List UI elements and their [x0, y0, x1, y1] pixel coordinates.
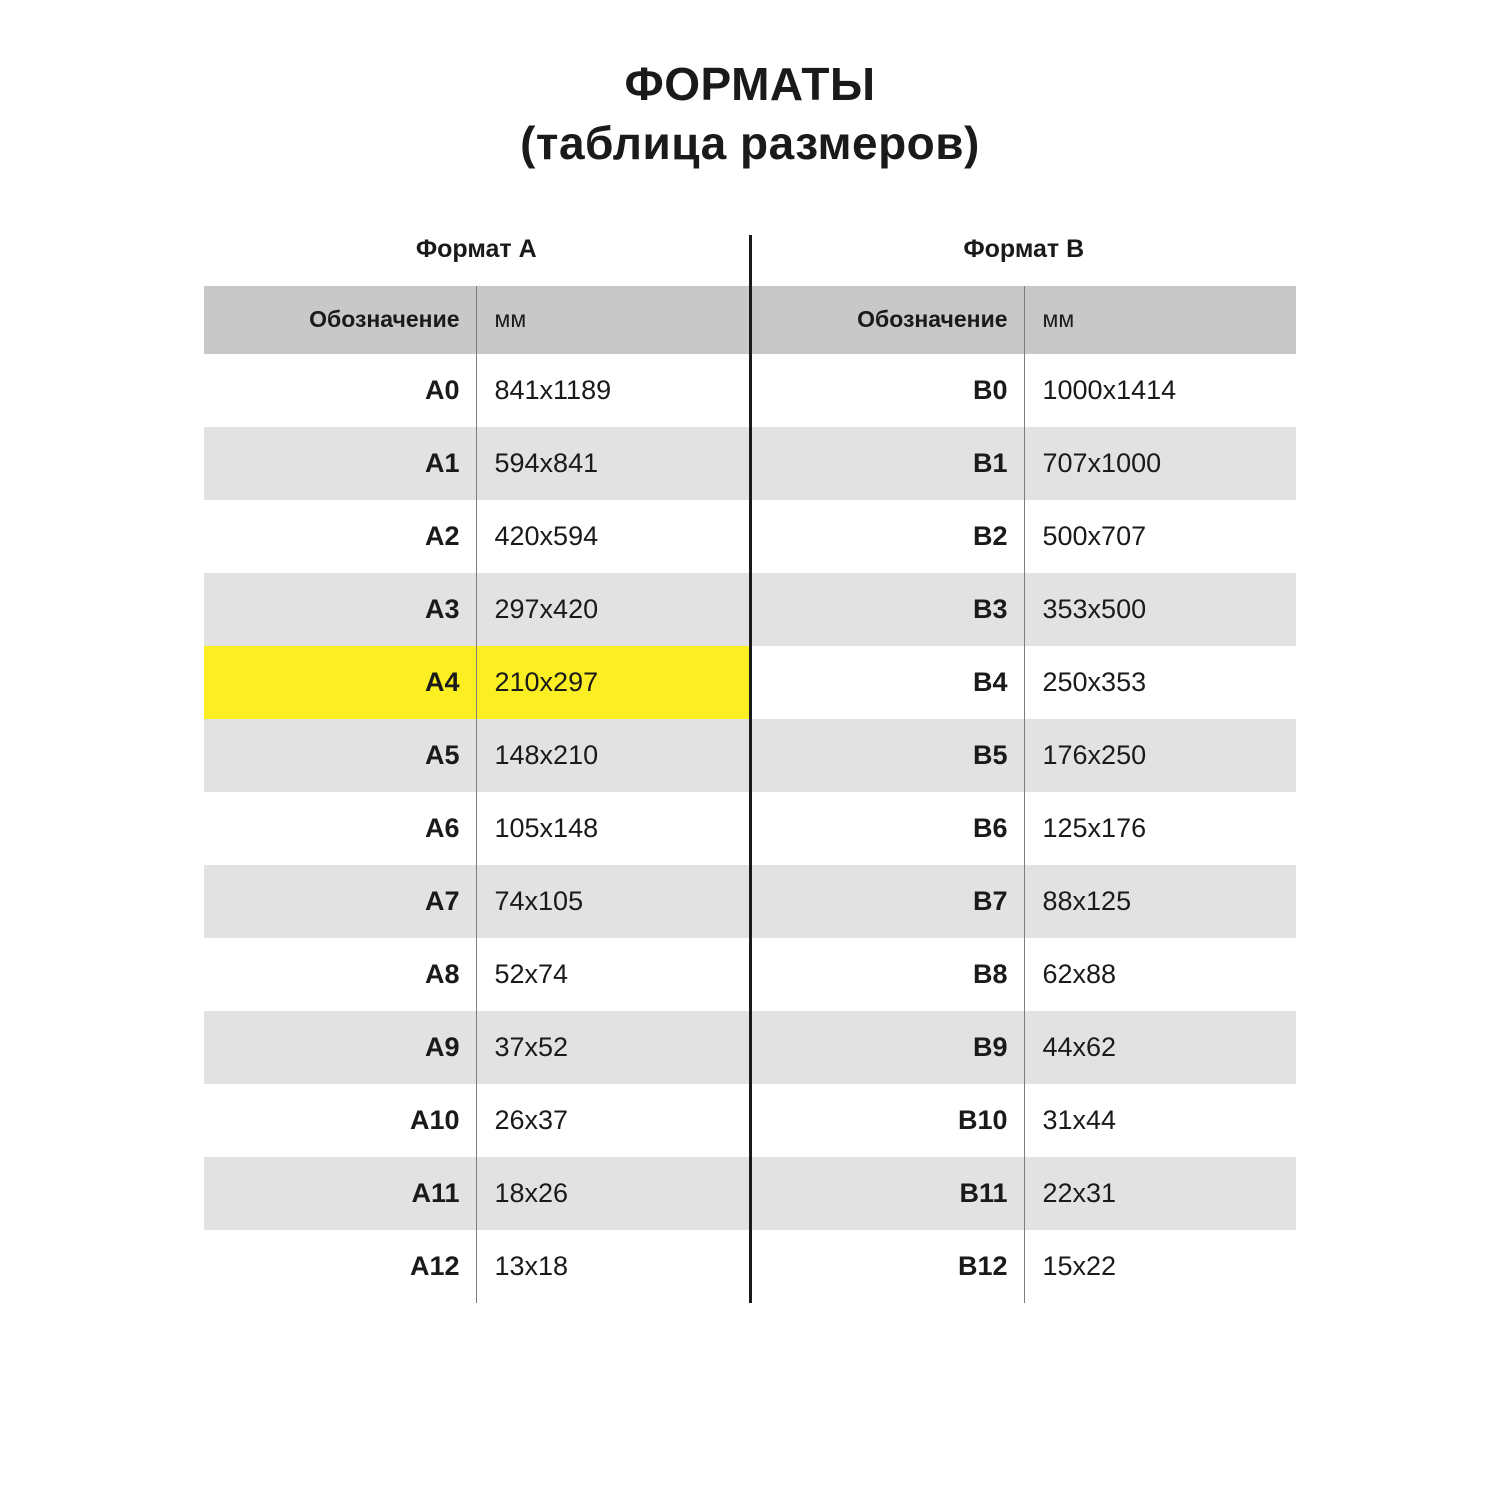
group-header-a: Формат А — [204, 235, 750, 286]
cell-mm-b: 250x353 — [1024, 646, 1296, 719]
table-row — [204, 792, 1296, 865]
cell-code-a: A2 — [204, 500, 476, 573]
cell-code-b: B4 — [750, 646, 1024, 719]
table-row — [204, 354, 1296, 427]
cell-code-b: B6 — [750, 792, 1024, 865]
cell-code-a: A9 — [204, 1011, 476, 1084]
cell-mm-b: 500x707 — [1024, 500, 1296, 573]
table-row — [204, 1230, 1296, 1303]
formats-table-container — [0, 235, 1500, 1303]
cell-code-b: B8 — [750, 938, 1024, 1011]
cell-code-a: A3 — [204, 573, 476, 646]
cell-code-a: A1 — [204, 427, 476, 500]
cell-code-a: A8 — [204, 938, 476, 1011]
column-header-row — [204, 286, 1296, 354]
cell-code-a: A12 — [204, 1230, 476, 1303]
formats-table-body — [204, 354, 1296, 1303]
table-row — [204, 573, 1296, 646]
table-row — [204, 1011, 1296, 1084]
cell-code-b: B5 — [750, 719, 1024, 792]
column-header-mm-b: мм — [1024, 286, 1296, 354]
cell-mm-b: 125x176 — [1024, 792, 1296, 865]
cell-mm-a: 841x1189 — [476, 354, 750, 427]
cell-code-a: A11 — [204, 1157, 476, 1230]
cell-code-b: B1 — [750, 427, 1024, 500]
table-row — [204, 1084, 1296, 1157]
cell-mm-a: 594x841 — [476, 427, 750, 500]
cell-code-b: B0 — [750, 354, 1024, 427]
cell-code-b: B11 — [750, 1157, 1024, 1230]
cell-mm-a: 74x105 — [476, 865, 750, 938]
cell-mm-a: 210x297 — [476, 646, 750, 719]
page-title — [0, 55, 1500, 173]
cell-mm-a: 148x210 — [476, 719, 750, 792]
table-row-highlighted — [204, 646, 1296, 719]
cell-code-a: A7 — [204, 865, 476, 938]
cell-mm-b: 44x62 — [1024, 1011, 1296, 1084]
cell-code-b: B12 — [750, 1230, 1024, 1303]
table-row — [204, 1157, 1296, 1230]
table-row — [204, 865, 1296, 938]
cell-mm-b: 353x500 — [1024, 573, 1296, 646]
title-line-2: (таблица размеров) — [520, 116, 980, 169]
cell-mm-a: 52x74 — [476, 938, 750, 1011]
cell-code-b: B2 — [750, 500, 1024, 573]
cell-mm-a: 37x52 — [476, 1011, 750, 1084]
cell-mm-b: 31x44 — [1024, 1084, 1296, 1157]
cell-mm-a: 18x26 — [476, 1157, 750, 1230]
cell-mm-a: 420x594 — [476, 500, 750, 573]
column-header-mm-a: мм — [476, 286, 750, 354]
table-row — [204, 427, 1296, 500]
cell-mm-b: 88x125 — [1024, 865, 1296, 938]
cell-mm-b: 15x22 — [1024, 1230, 1296, 1303]
cell-code-b: B3 — [750, 573, 1024, 646]
cell-code-a: A10 — [204, 1084, 476, 1157]
cell-mm-a: 26x37 — [476, 1084, 750, 1157]
cell-mm-b: 707x1000 — [1024, 427, 1296, 500]
cell-code-b: B7 — [750, 865, 1024, 938]
group-header-b: Формат В — [750, 235, 1296, 286]
cell-mm-a: 13x18 — [476, 1230, 750, 1303]
cell-mm-b: 62x88 — [1024, 938, 1296, 1011]
column-header-code-a: Обозначение — [204, 286, 476, 354]
table-row — [204, 938, 1296, 1011]
cell-code-b: B10 — [750, 1084, 1024, 1157]
formats-table — [204, 235, 1296, 1303]
column-header-code-b: Обозначение — [750, 286, 1024, 354]
cell-code-a: A5 — [204, 719, 476, 792]
cell-mm-b: 1000x1414 — [1024, 354, 1296, 427]
cell-code-a: A0 — [204, 354, 476, 427]
table-row — [204, 500, 1296, 573]
cell-mm-b: 176x250 — [1024, 719, 1296, 792]
group-header-row — [204, 235, 1296, 286]
cell-code-a: A4 — [204, 646, 476, 719]
cell-code-b: B9 — [750, 1011, 1024, 1084]
table-row — [204, 719, 1296, 792]
cell-code-a: A6 — [204, 792, 476, 865]
cell-mm-b: 22x31 — [1024, 1157, 1296, 1230]
title-line-1: ФОРМАТЫ — [624, 58, 876, 110]
cell-mm-a: 297x420 — [476, 573, 750, 646]
cell-mm-a: 105x148 — [476, 792, 750, 865]
